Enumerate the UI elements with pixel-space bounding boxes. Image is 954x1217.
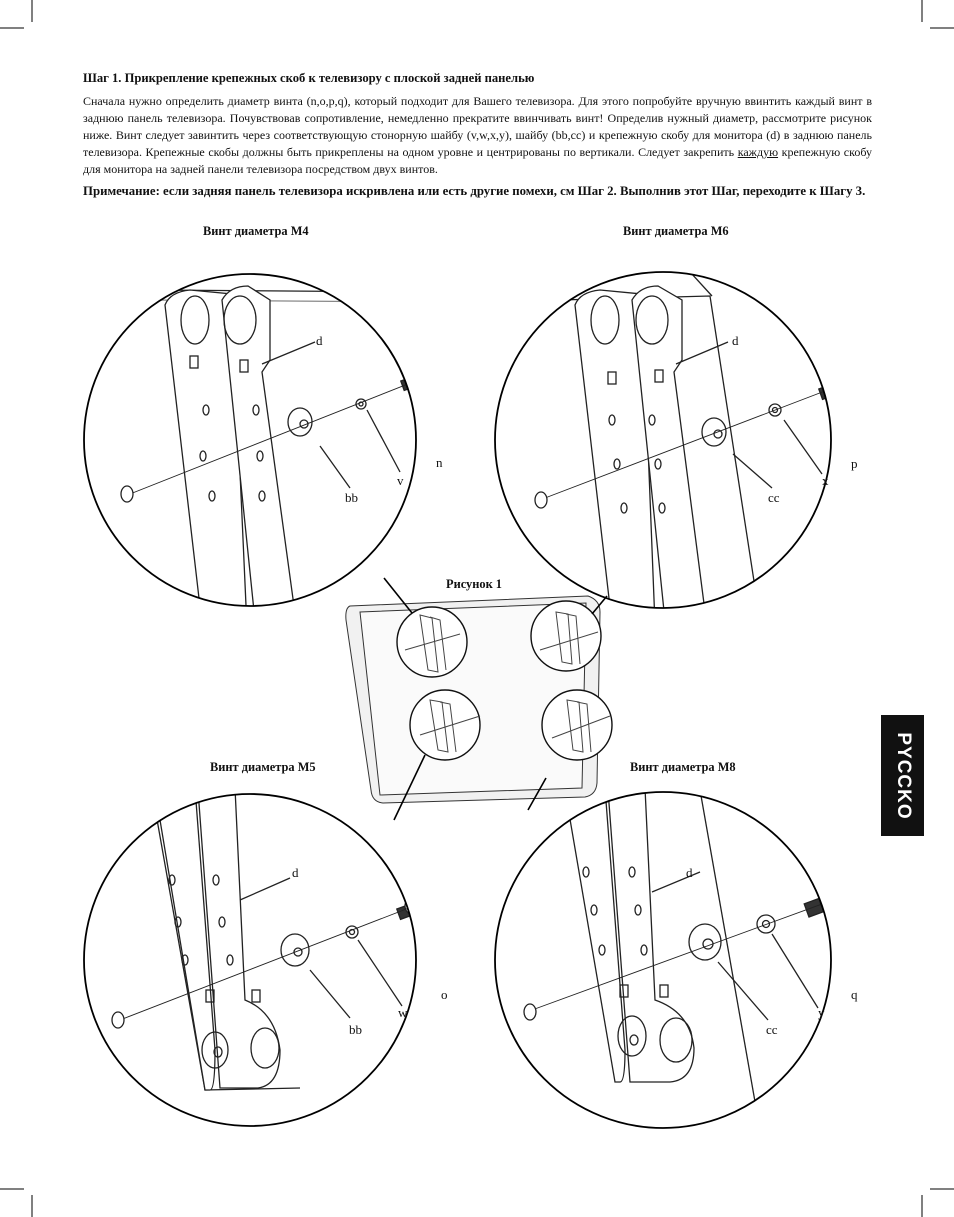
detail-circle-m8 — [495, 788, 858, 1130]
label-d-m8: d — [686, 865, 693, 880]
label-screw-m5: o — [441, 987, 448, 1002]
label-d-m6: d — [732, 333, 739, 348]
label-screw-m6: p — [851, 456, 858, 471]
label-d-m4: d — [316, 333, 323, 348]
label-lockwasher-m8: y — [818, 1005, 825, 1020]
diagram-title-m5: Винт диаметра М5 — [210, 760, 316, 774]
label-screw-m4: n — [436, 455, 443, 470]
detail-circle-m4 — [84, 274, 443, 650]
instructions-part-2: крепежную скобу для монитора на задней панели телевизора посредством двух винтов. — [83, 145, 872, 176]
instructions-part-1: Сначала нужно определить диаметр винта (n,o,p,q), который подходит для Вашего телевизора. Для этого попробуйте вручную ввинтить каждый винт в заднюю панель телевизора. Почувствовав сопротивление, немедленно прекратите ввинчивать винт! Определив нужный диаметр, рассмотрите рисунок ниже. Винт следует завинтить через соответствующую стонорную шайбу (v,w,x,y), шайбу (bb,cc) и крепежную скобу для монитора (d) в заднюю панель телевизора. Крепежные скобы должны быть прикреплены на одном уровне и центрированы по вертикали. Следует закрепить — [83, 94, 872, 159]
label-washer-m5: bb — [349, 1022, 362, 1037]
label-screw-m8: q — [851, 987, 858, 1002]
label-lockwasher-m5: w — [398, 1005, 408, 1020]
language-tab — [881, 715, 924, 836]
note-text: Примечание: если задняя панель телевизора искривлена или есть другие помехи, см Шаг 2. Выполнив этот Шаг, переходите к Шагу 3. — [83, 184, 866, 198]
label-washer-m4: bb — [345, 490, 358, 505]
diagram-title-m8: Винт диаметра М8 — [630, 760, 736, 774]
language-tab-label: PYCCKO — [892, 731, 914, 820]
figure-caption: Рисунок 1 — [446, 577, 503, 591]
detail-circle-m6 — [495, 250, 858, 650]
label-d-m5: d — [292, 865, 299, 880]
label-lockwasher-m6: x — [822, 473, 829, 488]
step-heading: Шаг 1. Прикрепление крепежных скоб к телевизору с плоской задней панелью — [83, 71, 535, 85]
detail-circle-m5 — [84, 780, 448, 1126]
instructions-emphasis: каждую — [737, 145, 779, 159]
diagram-title-m4: Винт диаметра М4 — [203, 224, 309, 238]
label-lockwasher-m4: v — [397, 473, 404, 488]
label-washer-m6: cc — [768, 490, 780, 505]
label-washer-m8: cc — [766, 1022, 778, 1037]
diagram-title-m6: Винт диаметра М6 — [623, 224, 729, 238]
